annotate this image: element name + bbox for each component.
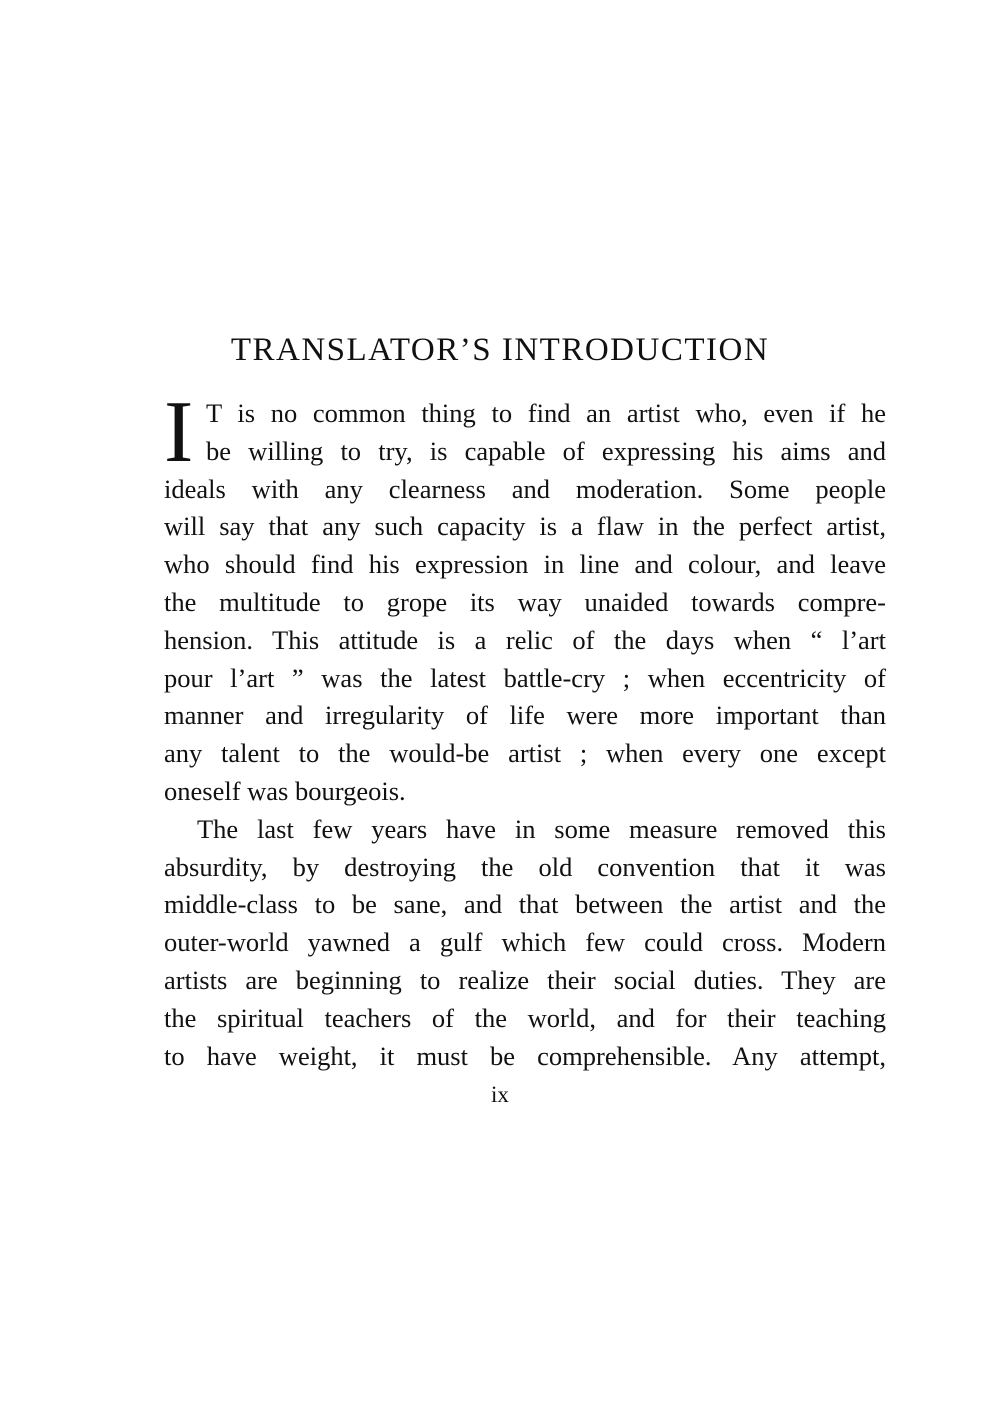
- text-line: the multitude to grope its way unaided towards compre-: [164, 586, 886, 617]
- text-line: artists are beginning to realize their social duties. They are: [164, 964, 886, 995]
- body-text: [164, 384, 886, 1075]
- text-line: The last few years have in some measure removed this: [197, 813, 886, 844]
- text-line: any talent to the would-be artist ; when every one except: [164, 738, 886, 769]
- paragraph-1: [164, 384, 886, 811]
- text-line: oneself was bourgeois.: [164, 775, 406, 806]
- text-line: ideals with any clearness and moderation. Some people: [164, 473, 886, 504]
- text-line: absurdity, by destroying the old convention that it was: [164, 851, 886, 882]
- text-line: manner and irregularity of life were more important than: [164, 700, 886, 731]
- page-title: TRANSLATOR’S INTRODUCTION: [230, 332, 770, 368]
- text-line: hension. This attitude is a relic of the days when “ l’art: [164, 624, 886, 655]
- page-number: ix: [491, 1082, 509, 1107]
- text-line: to have weight, it must be comprehensible. Any attempt,: [164, 1040, 886, 1071]
- text-line: be willing to try, is capable of expressing his aims and: [206, 435, 886, 466]
- text-line: pour l’art ” was the latest battle-cry ; when eccentricity of: [164, 662, 886, 693]
- drop-cap: I: [164, 384, 194, 481]
- text-line: the spiritual teachers of the world, and for their teaching: [164, 1002, 886, 1033]
- text-line: outer-world yawned a gulf which few could cross. Modern: [164, 927, 886, 958]
- text-line: middle-class to be sane, and that between the artist and the: [164, 889, 886, 920]
- paragraph-2: [164, 811, 886, 1076]
- text-line: who should find his expression in line and colour, and leave: [164, 549, 886, 580]
- text-line: will say that any such capacity is a flaw in the perfect artist,: [164, 511, 886, 542]
- text-line: T is no common thing to find an artist who, even if he: [206, 398, 886, 428]
